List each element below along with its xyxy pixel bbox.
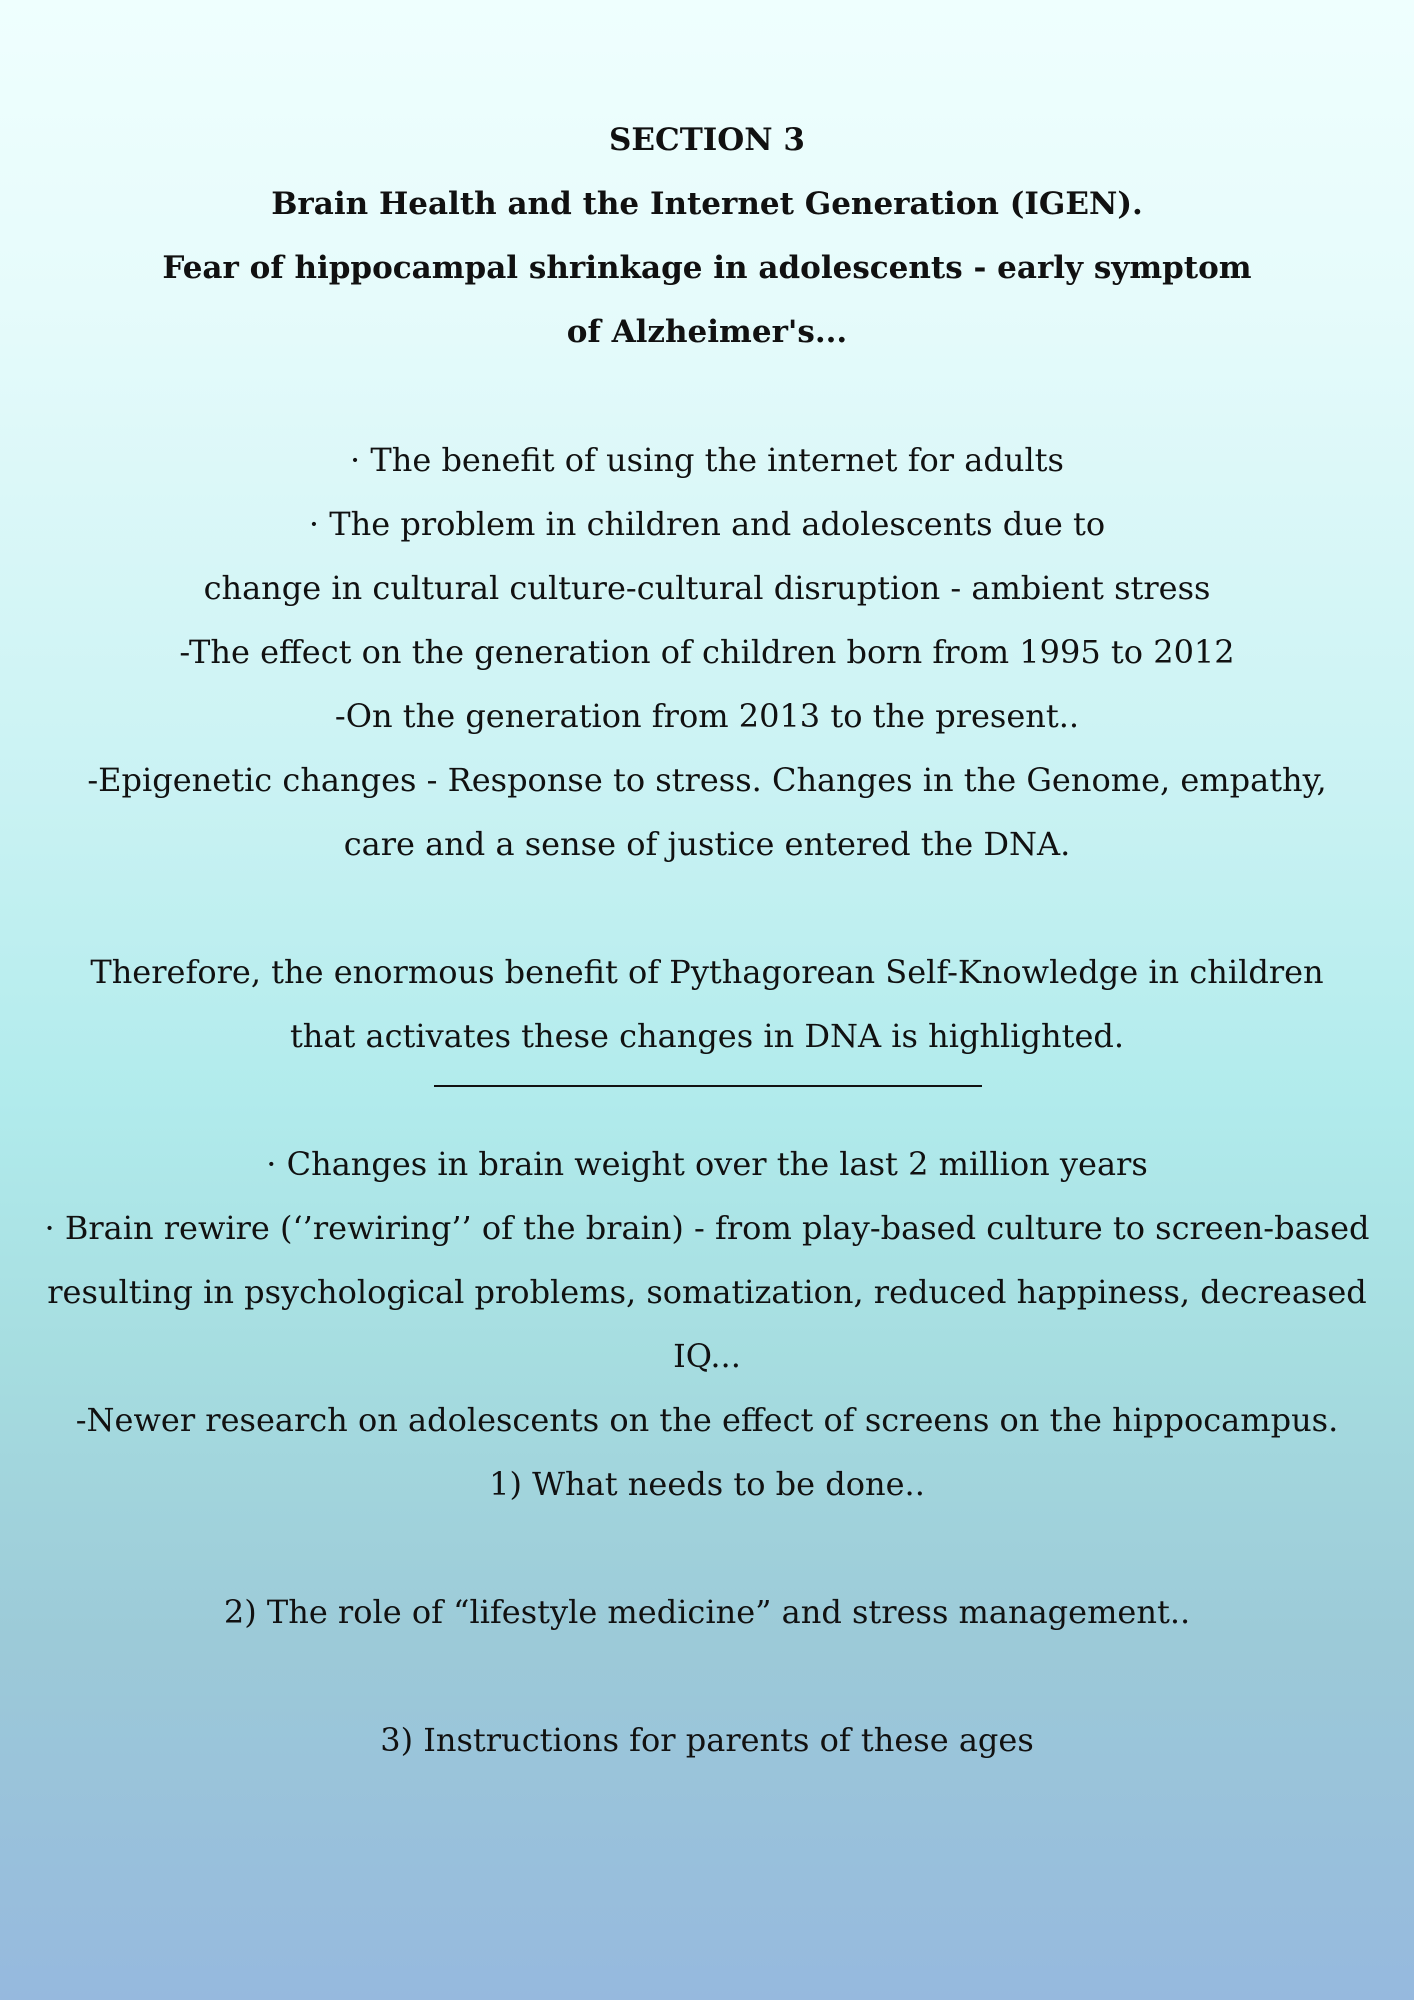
section-heading (142, 108, 1272, 364)
list-item: · The problem in children and adolescents due to (308, 505, 1106, 543)
blank-line (22, 1644, 1392, 1708)
list-item: -Newer research on adolescents on the effect of screens on the hippocampus. (75, 1401, 1339, 1439)
section-subtitle: Fear of hippocampal shrinkage in adolescents - early symptom of Alzheimer's... (162, 250, 1252, 350)
blank-line (22, 1516, 1392, 1580)
step-item: 3) Instructions for parents of these ages (380, 1721, 1034, 1759)
blank-line (0, 876, 1414, 940)
step-item: 2) The role of “lifestyle medicine” and stress management.. (223, 1593, 1191, 1631)
document-page (0, 108, 1414, 1772)
conclusion-paragraph (57, 940, 1357, 1068)
section-label: SECTION 3 (609, 122, 805, 158)
list-item: -On the generation from 2013 to the present.. (334, 697, 1080, 735)
horizontal-divider (0, 1068, 1414, 1132)
section-title: Brain Health and the Internet Generation (IGEN). (271, 186, 1143, 222)
list-item: · Brain rewire (‘’rewiring’’ of the brain) - from play-based culture to screen-based resulting in psychological problems, somatization, reduced happiness, decreased IQ... (44, 1209, 1370, 1375)
topic-list-1 (57, 428, 1357, 876)
list-item: -Epigenetic changes - Response to stress. Changes in the Genome, empathy, care and a sense of justice entered the DNA. (87, 761, 1327, 863)
topic-list-2 (22, 1132, 1392, 1772)
list-item: -The effect on the generation of children born from 1995 to 2012 (179, 633, 1235, 671)
step-item: 1) What needs to be done.. (489, 1465, 925, 1503)
list-item: · Changes in brain weight over the last 2 million years (266, 1145, 1148, 1183)
list-item: · The benefit of using the internet for adults (350, 441, 1064, 479)
list-item-continuation: change in cultural culture-cultural disruption - ambient stress (203, 569, 1211, 607)
conclusion-text: Therefore, the enormous benefit of Pythagorean Self-Knowledge in children that activates these changes in DNA is highlighted. (90, 953, 1324, 1055)
blank-line (0, 364, 1414, 428)
